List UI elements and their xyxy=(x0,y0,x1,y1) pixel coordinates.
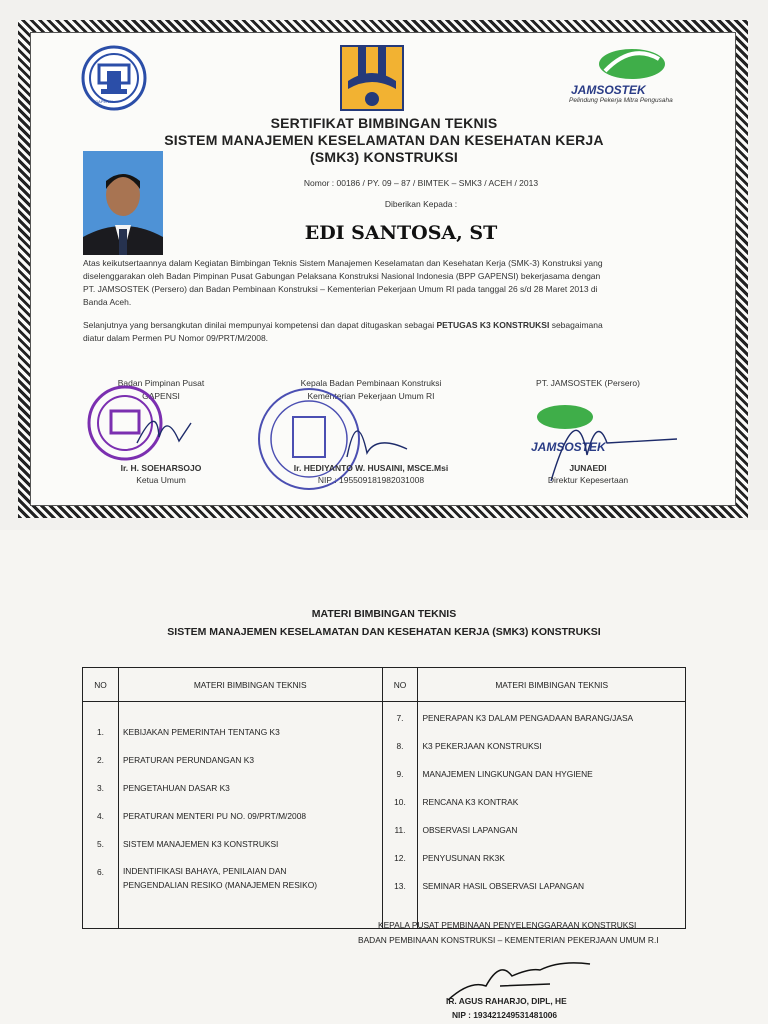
materi-page xyxy=(0,530,768,1024)
list-item: PERATURAN PERUNDANGAN K3 xyxy=(122,755,255,765)
signatory-position-3: Direktur Kepesertaan xyxy=(547,475,629,485)
signatory-position-2: NIP : 195509181982031008 xyxy=(317,475,425,485)
cert-title-2: SISTEM MANAJEMEN KESELAMATAN DAN KESEHATAN KERJA xyxy=(164,132,604,148)
list-item: KEBIJAKAN PEMERINTAH TENTANG K3 xyxy=(122,727,280,737)
cert-nomor: Nomor : 00186 / PY. 09 – 87 / BIMTEK – SMK3 / ACEH / 2013 xyxy=(303,178,539,188)
list-item: MANAJEMEN LINGKUNGAN DAN HYGIENE xyxy=(422,769,593,779)
list-item: PENYUSUNAN RK3K xyxy=(422,853,505,863)
signatory-org-1: Badan Pimpinan Pusat GAPENSI xyxy=(117,378,205,401)
cert-title-1: SERTIFIKAT BIMBINGAN TEKNIS xyxy=(270,115,498,131)
col-header-no: NO xyxy=(83,668,119,702)
list-item: SEMINAR HASIL OBSERVASI LAPANGAN xyxy=(422,881,585,891)
cert-diberikan: Diberikan Kepada : xyxy=(384,199,458,209)
signatory-name-3: JUNAEDI xyxy=(569,463,607,473)
materi-table xyxy=(82,667,686,929)
col-header-no: NO xyxy=(382,668,418,702)
list-item: PENERAPAN K3 DALAM PENGADAAN BARANG/JASA xyxy=(422,713,634,723)
materi-sign-nip: NIP : 193421249531481006 xyxy=(452,1010,558,1020)
materi-title-1: MATERI BIMBINGAN TEKNIS xyxy=(311,608,457,620)
recipient-name: EDI SANTOSA, ST xyxy=(304,222,498,244)
list-item: K3 PEKERJAAN KONSTRUKSI xyxy=(422,741,542,751)
jamsostek-logo xyxy=(597,47,667,81)
gapensi-stamp xyxy=(87,383,197,473)
cert-paragraph-2: Selanjutnya yang bersangkutan dinilai mempunyai kompetensi dan dapat ditugaskan sebagai PETUGAS K3 KONSTRUKSI sebagaimana diatur dalam Permen PU Nomor 09/PRT/M/2008. xyxy=(83,320,603,343)
signatory-name-1: Ir. H. SOEHARSOJO xyxy=(120,463,202,473)
materi-sign-title-1: KEPALA PUSAT PEMBINAAN PENYELENGGARAAN KONSTRUKSI xyxy=(378,920,637,930)
right-no-column: 7. 8. 9. 10. 11. 12. 13. xyxy=(382,702,418,929)
left-no-column: 1. 2. 3. 4. 5. 6. xyxy=(83,702,119,929)
jamsostek-name: JAMSOSTEK xyxy=(571,83,646,97)
cert-title-3: (SMK3) KONSTRUKSI xyxy=(309,149,459,165)
list-item: OBSERVASI LAPANGAN xyxy=(422,825,518,835)
materi-sign-title-2: BADAN PEMBINAAN KONSTRUKSI – KEMENTERIAN PEKERJAAN UMUM R.I xyxy=(358,935,659,945)
pu-logo xyxy=(340,45,404,111)
list-item: PERATURAN MENTERI PU NO. 09/PRT/M/2008 xyxy=(122,811,307,821)
svg-text:JAMSOSTEK: JAMSOSTEK xyxy=(531,440,606,454)
gapensi-logo-text: GAPENSI xyxy=(95,99,113,104)
right-materi-column xyxy=(418,702,686,929)
cert-paragraph-1: Atas keikutsertaannya dalam Kegiatan Bimbingan Teknis Sistem Manajemen Keselamatan dan Kesehatan Kerja (SMK-3) Konstruksi yang diselenggarakan oleh Badan Pimpinan Pusat Gabungan Pelaksana Konstruksi Nasional Indonesia (BPP GAPENSI) bekerjasama dengan PT. JAMSOSTEK (Persero) dan Badan Pembinaan Konstruksi – Kementerian Pekerjaan Umum RI pada tanggal 26 s/d 28 Maret 2013 di Banda Aceh. xyxy=(83,258,603,307)
gapensi-logo xyxy=(81,45,147,111)
jamsostek-tagline: Pelindung Pekerja Mitra Pengusaha xyxy=(569,97,673,104)
col-header-materi: MATERI BIMBINGAN TEKNIS xyxy=(118,668,382,702)
list-item: INDENTIFIKASI BAHAYA, PENILAIAN DAN PENGENDALIAN RESIKO (MANAJEMEN RESIKO) xyxy=(122,866,318,890)
list-item: SISTEM MANAJEMEN K3 KONSTRUKSI xyxy=(122,839,279,849)
signatory-org-2: Kepala Badan Pembinaan Konstruksi Kementerian Pekerjaan Umum RI xyxy=(300,378,442,401)
materi-sign-name: IR. AGUS RAHARJO, DIPL, HE xyxy=(446,996,567,1006)
col-header-materi: MATERI BIMBINGAN TEKNIS xyxy=(418,668,686,702)
list-item: PENGETAHUAN DASAR K3 xyxy=(122,783,230,793)
certificate xyxy=(30,32,736,506)
signatory-name-2: Ir. HEDIYANTO W. HUSAINI, MSCE.Msi xyxy=(293,463,449,473)
signatory-position-1: Ketua Umum xyxy=(136,475,186,485)
materi-title-2: SISTEM MANAJEMEN KESELAMATAN DAN KESEHATAN KERJA (SMK3) KONSTRUKSI xyxy=(167,626,601,638)
signatory-org-3: PT. JAMSOSTEK (Persero) xyxy=(536,378,640,388)
recipient-photo xyxy=(83,151,163,255)
table-header-row xyxy=(83,668,686,702)
left-materi-column xyxy=(118,702,382,929)
list-item: RENCANA K3 KONTRAK xyxy=(422,797,519,807)
